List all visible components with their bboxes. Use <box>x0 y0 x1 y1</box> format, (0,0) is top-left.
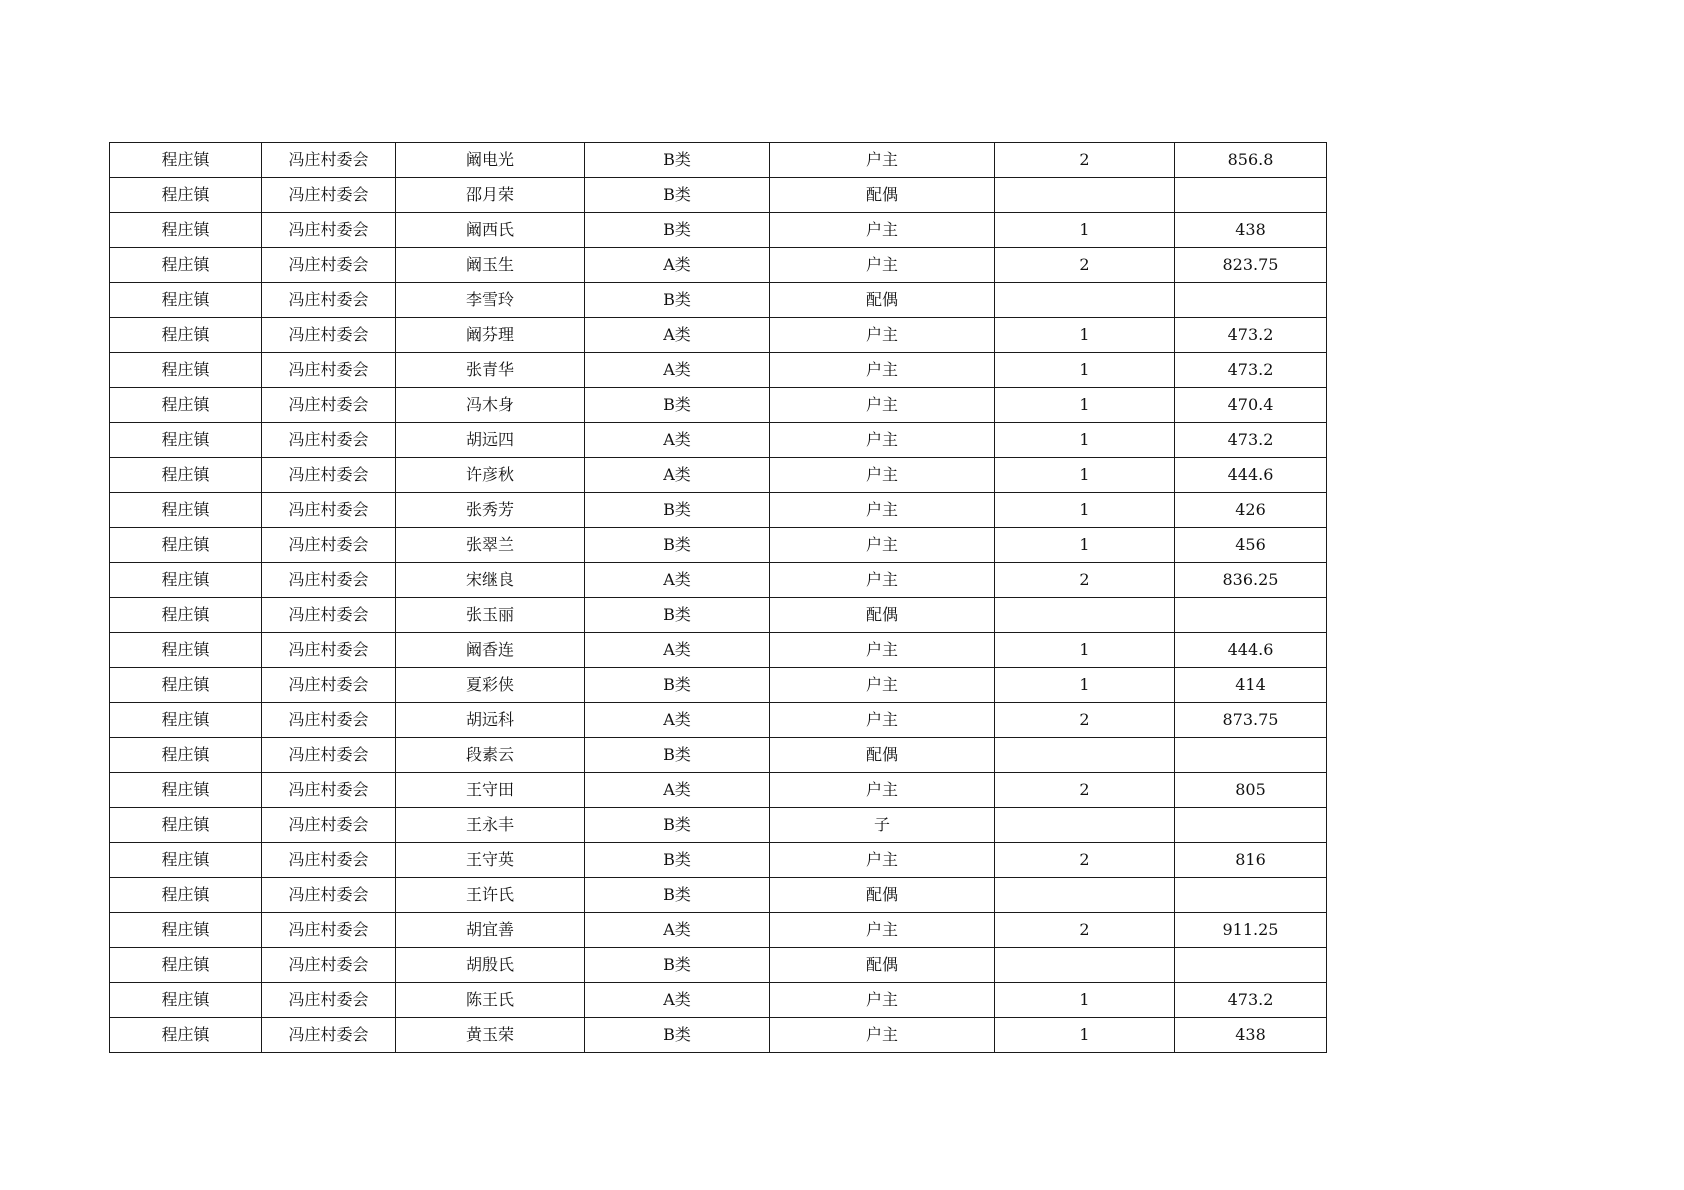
town-cell: 程庄镇 <box>110 633 262 668</box>
table-row <box>110 633 1327 668</box>
relation-cell: 户主 <box>770 703 995 738</box>
category-cell: B类 <box>585 178 770 213</box>
relation-cell: 户主 <box>770 1018 995 1053</box>
household-size-cell: 1 <box>995 668 1175 703</box>
household-size-cell: 1 <box>995 458 1175 493</box>
table-row <box>110 738 1327 773</box>
name-cell: 黄玉荣 <box>396 1018 585 1053</box>
name-cell: 胡远科 <box>396 703 585 738</box>
town-cell: 程庄镇 <box>110 423 262 458</box>
village-cell: 冯庄村委会 <box>262 388 396 423</box>
relation-cell: 户主 <box>770 213 995 248</box>
category-cell: B类 <box>585 843 770 878</box>
town-cell: 程庄镇 <box>110 843 262 878</box>
amount-cell <box>1175 178 1327 213</box>
household-size-cell: 1 <box>995 388 1175 423</box>
table-row <box>110 948 1327 983</box>
amount-cell: 823.75 <box>1175 248 1327 283</box>
amount-cell: 438 <box>1175 1018 1327 1053</box>
town-cell: 程庄镇 <box>110 143 262 178</box>
amount-cell <box>1175 948 1327 983</box>
category-cell: A类 <box>585 353 770 388</box>
town-cell: 程庄镇 <box>110 1018 262 1053</box>
amount-cell: 816 <box>1175 843 1327 878</box>
table-row <box>110 913 1327 948</box>
name-cell: 冯木身 <box>396 388 585 423</box>
village-cell: 冯庄村委会 <box>262 493 396 528</box>
amount-cell: 438 <box>1175 213 1327 248</box>
household-size-cell <box>995 948 1175 983</box>
table-row <box>110 318 1327 353</box>
category-cell: B类 <box>585 738 770 773</box>
relation-cell: 户主 <box>770 668 995 703</box>
amount-cell: 473.2 <box>1175 353 1327 388</box>
name-cell: 阚电光 <box>396 143 585 178</box>
category-cell: B类 <box>585 213 770 248</box>
amount-cell: 836.25 <box>1175 563 1327 598</box>
amount-cell: 473.2 <box>1175 318 1327 353</box>
category-cell: B类 <box>585 528 770 563</box>
amount-cell: 473.2 <box>1175 423 1327 458</box>
household-size-cell: 1 <box>995 213 1175 248</box>
household-size-cell: 1 <box>995 423 1175 458</box>
town-cell: 程庄镇 <box>110 318 262 353</box>
household-size-cell <box>995 878 1175 913</box>
table-row <box>110 178 1327 213</box>
village-cell: 冯庄村委会 <box>262 528 396 563</box>
village-cell: 冯庄村委会 <box>262 143 396 178</box>
relation-cell: 户主 <box>770 493 995 528</box>
relation-cell: 户主 <box>770 423 995 458</box>
name-cell: 张青华 <box>396 353 585 388</box>
town-cell: 程庄镇 <box>110 283 262 318</box>
amount-cell: 456 <box>1175 528 1327 563</box>
relation-cell: 配偶 <box>770 878 995 913</box>
name-cell: 王守英 <box>396 843 585 878</box>
household-size-cell: 2 <box>995 143 1175 178</box>
category-cell: A类 <box>585 703 770 738</box>
category-cell: B类 <box>585 493 770 528</box>
village-cell: 冯庄村委会 <box>262 738 396 773</box>
village-cell: 冯庄村委会 <box>262 423 396 458</box>
village-cell: 冯庄村委会 <box>262 633 396 668</box>
category-cell: B类 <box>585 878 770 913</box>
amount-cell <box>1175 878 1327 913</box>
household-size-cell <box>995 738 1175 773</box>
name-cell: 张玉丽 <box>396 598 585 633</box>
name-cell: 胡殷氏 <box>396 948 585 983</box>
town-cell: 程庄镇 <box>110 353 262 388</box>
name-cell: 陈王氏 <box>396 983 585 1018</box>
table-row <box>110 143 1327 178</box>
town-cell: 程庄镇 <box>110 913 262 948</box>
table-row <box>110 248 1327 283</box>
category-cell: A类 <box>585 423 770 458</box>
village-cell: 冯庄村委会 <box>262 283 396 318</box>
table-row <box>110 528 1327 563</box>
category-cell: A类 <box>585 248 770 283</box>
amount-cell <box>1175 598 1327 633</box>
category-cell: B类 <box>585 283 770 318</box>
household-size-cell: 1 <box>995 983 1175 1018</box>
relation-cell: 户主 <box>770 388 995 423</box>
table-row <box>110 423 1327 458</box>
town-cell: 程庄镇 <box>110 773 262 808</box>
relation-cell: 户主 <box>770 633 995 668</box>
category-cell: B类 <box>585 388 770 423</box>
amount-cell: 444.6 <box>1175 633 1327 668</box>
relation-cell: 户主 <box>770 528 995 563</box>
village-cell: 冯庄村委会 <box>262 458 396 493</box>
town-cell: 程庄镇 <box>110 248 262 283</box>
household-size-cell: 2 <box>995 913 1175 948</box>
town-cell: 程庄镇 <box>110 388 262 423</box>
category-cell: B类 <box>585 808 770 843</box>
town-cell: 程庄镇 <box>110 493 262 528</box>
village-cell: 冯庄村委会 <box>262 843 396 878</box>
village-cell: 冯庄村委会 <box>262 878 396 913</box>
town-cell: 程庄镇 <box>110 738 262 773</box>
table-row <box>110 773 1327 808</box>
household-size-cell: 1 <box>995 633 1175 668</box>
household-size-cell: 1 <box>995 318 1175 353</box>
category-cell: B类 <box>585 1018 770 1053</box>
table-row <box>110 353 1327 388</box>
relation-cell: 户主 <box>770 248 995 283</box>
amount-cell <box>1175 808 1327 843</box>
amount-cell: 473.2 <box>1175 983 1327 1018</box>
amount-cell <box>1175 283 1327 318</box>
relation-cell: 配偶 <box>770 283 995 318</box>
town-cell: 程庄镇 <box>110 948 262 983</box>
village-cell: 冯庄村委会 <box>262 703 396 738</box>
relation-cell: 配偶 <box>770 598 995 633</box>
town-cell: 程庄镇 <box>110 178 262 213</box>
village-cell: 冯庄村委会 <box>262 598 396 633</box>
village-cell: 冯庄村委会 <box>262 563 396 598</box>
table-row <box>110 563 1327 598</box>
amount-cell: 873.75 <box>1175 703 1327 738</box>
village-cell: 冯庄村委会 <box>262 948 396 983</box>
household-size-cell: 2 <box>995 563 1175 598</box>
category-cell: B类 <box>585 948 770 983</box>
household-size-cell: 2 <box>995 703 1175 738</box>
relation-cell: 子 <box>770 808 995 843</box>
town-cell: 程庄镇 <box>110 878 262 913</box>
category-cell: A类 <box>585 913 770 948</box>
town-cell: 程庄镇 <box>110 563 262 598</box>
household-size-cell: 2 <box>995 773 1175 808</box>
village-cell: 冯庄村委会 <box>262 1018 396 1053</box>
category-cell: A类 <box>585 563 770 598</box>
village-cell: 冯庄村委会 <box>262 248 396 283</box>
table-row <box>110 983 1327 1018</box>
name-cell: 胡远四 <box>396 423 585 458</box>
name-cell: 邵月荣 <box>396 178 585 213</box>
amount-cell: 426 <box>1175 493 1327 528</box>
name-cell: 夏彩侠 <box>396 668 585 703</box>
name-cell: 王永丰 <box>396 808 585 843</box>
table-row <box>110 598 1327 633</box>
household-size-cell: 2 <box>995 248 1175 283</box>
town-cell: 程庄镇 <box>110 458 262 493</box>
document-sheet <box>109 142 1327 1053</box>
household-size-cell <box>995 178 1175 213</box>
category-cell: B类 <box>585 598 770 633</box>
amount-cell: 805 <box>1175 773 1327 808</box>
name-cell: 段素云 <box>396 738 585 773</box>
name-cell: 阚香连 <box>396 633 585 668</box>
relation-cell: 户主 <box>770 913 995 948</box>
household-size-cell: 1 <box>995 353 1175 388</box>
table-row <box>110 808 1327 843</box>
name-cell: 张翠兰 <box>396 528 585 563</box>
amount-cell: 856.8 <box>1175 143 1327 178</box>
table-row <box>110 878 1327 913</box>
category-cell: A类 <box>585 318 770 353</box>
household-size-cell: 1 <box>995 1018 1175 1053</box>
village-cell: 冯庄村委会 <box>262 178 396 213</box>
name-cell: 王守田 <box>396 773 585 808</box>
name-cell: 李雪玲 <box>396 283 585 318</box>
name-cell: 阚玉生 <box>396 248 585 283</box>
category-cell: B类 <box>585 143 770 178</box>
amount-cell: 414 <box>1175 668 1327 703</box>
name-cell: 宋继良 <box>396 563 585 598</box>
relation-cell: 户主 <box>770 143 995 178</box>
table-row <box>110 388 1327 423</box>
town-cell: 程庄镇 <box>110 808 262 843</box>
category-cell: B类 <box>585 668 770 703</box>
relation-cell: 配偶 <box>770 178 995 213</box>
village-cell: 冯庄村委会 <box>262 773 396 808</box>
name-cell: 阚西氏 <box>396 213 585 248</box>
amount-cell: 911.25 <box>1175 913 1327 948</box>
amount-cell: 470.4 <box>1175 388 1327 423</box>
household-size-cell <box>995 283 1175 318</box>
data-table <box>109 142 1327 1053</box>
category-cell: A类 <box>585 458 770 493</box>
village-cell: 冯庄村委会 <box>262 353 396 388</box>
relation-cell: 户主 <box>770 773 995 808</box>
table-row <box>110 1018 1327 1053</box>
category-cell: A类 <box>585 633 770 668</box>
table-row <box>110 703 1327 738</box>
relation-cell: 配偶 <box>770 948 995 983</box>
table-row <box>110 843 1327 878</box>
town-cell: 程庄镇 <box>110 213 262 248</box>
relation-cell: 户主 <box>770 353 995 388</box>
town-cell: 程庄镇 <box>110 668 262 703</box>
name-cell: 王许氏 <box>396 878 585 913</box>
table-row <box>110 283 1327 318</box>
category-cell: A类 <box>585 773 770 808</box>
table-row <box>110 213 1327 248</box>
table-row <box>110 458 1327 493</box>
village-cell: 冯庄村委会 <box>262 668 396 703</box>
amount-cell: 444.6 <box>1175 458 1327 493</box>
village-cell: 冯庄村委会 <box>262 913 396 948</box>
village-cell: 冯庄村委会 <box>262 808 396 843</box>
relation-cell: 户主 <box>770 458 995 493</box>
relation-cell: 配偶 <box>770 738 995 773</box>
village-cell: 冯庄村委会 <box>262 213 396 248</box>
relation-cell: 户主 <box>770 843 995 878</box>
name-cell: 张秀芳 <box>396 493 585 528</box>
town-cell: 程庄镇 <box>110 983 262 1018</box>
town-cell: 程庄镇 <box>110 528 262 563</box>
amount-cell <box>1175 738 1327 773</box>
town-cell: 程庄镇 <box>110 703 262 738</box>
relation-cell: 户主 <box>770 318 995 353</box>
village-cell: 冯庄村委会 <box>262 318 396 353</box>
household-size-cell: 1 <box>995 528 1175 563</box>
name-cell: 胡宜善 <box>396 913 585 948</box>
village-cell: 冯庄村委会 <box>262 983 396 1018</box>
town-cell: 程庄镇 <box>110 598 262 633</box>
household-size-cell <box>995 598 1175 633</box>
table-body <box>110 143 1327 1053</box>
table-row <box>110 493 1327 528</box>
table-row <box>110 668 1327 703</box>
name-cell: 许彦秋 <box>396 458 585 493</box>
category-cell: A类 <box>585 983 770 1018</box>
household-size-cell: 2 <box>995 843 1175 878</box>
household-size-cell <box>995 808 1175 843</box>
relation-cell: 户主 <box>770 563 995 598</box>
household-size-cell: 1 <box>995 493 1175 528</box>
name-cell: 阚芬理 <box>396 318 585 353</box>
relation-cell: 户主 <box>770 983 995 1018</box>
